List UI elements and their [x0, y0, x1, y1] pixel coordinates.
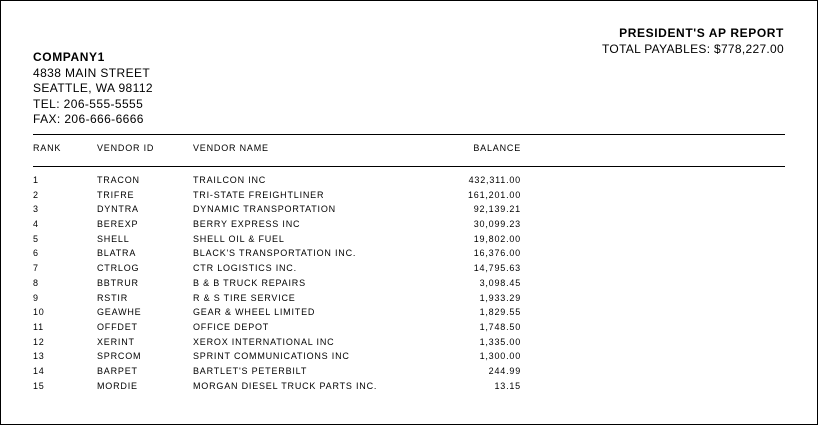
vendor-name-cell: DYNAMIC TRANSPORTATION [193, 204, 336, 215]
rank-cell: 13 [33, 351, 45, 362]
table-row [1, 293, 817, 308]
balance-cell: 14,795.63 [473, 263, 521, 274]
table-row [1, 366, 817, 381]
header-vendor-name: VENDOR NAME [193, 143, 269, 153]
header-divider-top [33, 134, 785, 135]
vendor-id-cell: TRIFRE [97, 189, 135, 200]
rank-cell: 10 [33, 307, 45, 318]
vendor-name-cell: SPRINT COMMUNICATIONS INC [193, 351, 350, 362]
vendor-id-cell: MORDIE [97, 380, 138, 391]
vendor-id-cell: XERINT [97, 336, 135, 347]
balance-cell: 30,099.23 [473, 219, 521, 230]
vendor-name-cell: BARTLET'S PETERBILT [193, 365, 308, 376]
rank-cell: 14 [33, 365, 45, 376]
balance-cell: 92,139.21 [473, 204, 521, 215]
balance-cell: 1,829.55 [479, 307, 521, 318]
company-name: COMPANY1 [33, 50, 105, 64]
table-row [1, 175, 817, 190]
rank-cell: 1 [33, 175, 39, 185]
header-rank: RANK [33, 143, 62, 153]
balance-cell: 19,802.00 [473, 233, 521, 244]
table-row [1, 190, 817, 205]
company-city: SEATTLE, WA 98112 [33, 81, 153, 95]
header-balance: BALANCE [473, 143, 521, 153]
vendor-name-cell: SHELL OIL & FUEL [193, 233, 285, 244]
company-fax: FAX: 206-666-6666 [33, 112, 144, 126]
header-divider-bottom [33, 166, 785, 167]
balance-cell: 1,335.00 [479, 336, 521, 347]
table-row [1, 337, 817, 352]
vendor-name-cell: MORGAN DIESEL TRUCK PARTS INC. [193, 380, 378, 391]
company-tel: TEL: 206-555-5555 [33, 96, 144, 111]
vendor-name-cell: XEROX INTERNATIONAL INC [193, 336, 335, 347]
balance-cell: 16,376.00 [473, 248, 521, 259]
vendor-id-cell: DYNTRA [97, 204, 139, 215]
vendor-id-cell: CTRLOG [97, 263, 140, 274]
table-row [1, 263, 817, 278]
rank-cell: 11 [33, 321, 44, 332]
rank-cell: 5 [33, 233, 39, 244]
rank-cell: 6 [33, 248, 39, 259]
vendor-id-cell: BARPET [97, 365, 138, 376]
balance-cell: 432,311.00 [468, 175, 521, 185]
vendor-name-cell: BERRY EXPRESS INC [193, 219, 301, 230]
vendor-id-cell: SHELL [97, 233, 130, 244]
rank-cell: 3 [33, 204, 39, 215]
company-block [33, 50, 153, 128]
rank-cell: 7 [33, 263, 39, 274]
rank-cell: 12 [33, 336, 45, 347]
vendor-id-cell: SPRCOM [97, 351, 142, 362]
table-row [1, 307, 817, 322]
table-row [1, 234, 817, 249]
vendor-id-cell: TRACON [97, 175, 140, 185]
rank-cell: 4 [33, 219, 39, 230]
rank-cell: 2 [33, 189, 39, 200]
balance-cell: 3,098.45 [479, 277, 521, 288]
table-row [1, 248, 817, 263]
vendor-name-cell: CTR LOGISTICS INC. [193, 263, 297, 274]
balance-cell: 1,748.50 [479, 321, 521, 332]
vendor-id-cell: BEREXP [97, 219, 139, 230]
balance-cell: 1,300.00 [479, 351, 521, 362]
table-row [1, 351, 817, 366]
company-street: 4838 MAIN STREET [33, 65, 151, 80]
rank-cell: 15 [33, 380, 45, 391]
total-payables: TOTAL PAYABLES: $778,227.00 [602, 42, 784, 56]
balance-cell: 244.99 [488, 365, 521, 376]
vendor-name-cell: TRI-STATE FREIGHTLINER [193, 189, 325, 200]
balance-cell: 13.15 [494, 380, 521, 391]
rank-cell: 9 [33, 292, 39, 303]
table-header [1, 143, 817, 155]
header-vendor-id: VENDOR ID [97, 143, 155, 153]
vendor-name-cell: TRAILCON INC [193, 175, 267, 185]
vendor-name-cell: R & S TIRE SERVICE [193, 292, 296, 303]
vendor-name-cell: OFFICE DEPOT [193, 321, 270, 332]
report-title: PRESIDENT'S AP REPORT [619, 26, 784, 40]
table-row [1, 322, 817, 337]
vendor-id-cell: BLATRA [97, 248, 137, 259]
vendor-name-cell: GEAR & WHEEL LIMITED [193, 307, 316, 318]
table-row [1, 204, 817, 219]
vendor-id-cell: GEAWHE [97, 307, 142, 318]
vendor-id-cell: RSTIR [97, 292, 128, 303]
vendor-name-cell: B & B TRUCK REPAIRS [193, 277, 306, 288]
rank-cell: 8 [33, 277, 39, 288]
table-row [1, 219, 817, 234]
vendor-id-cell: BBTRUR [97, 277, 139, 288]
balance-cell: 1,933.29 [479, 292, 521, 303]
balance-cell: 161,201.00 [467, 189, 521, 200]
table-row [1, 278, 817, 293]
table-body [1, 175, 817, 395]
table-row [1, 381, 817, 396]
vendor-id-cell: OFFDET [97, 321, 138, 332]
vendor-name-cell: BLACK'S TRANSPORTATION INC. [193, 248, 357, 259]
